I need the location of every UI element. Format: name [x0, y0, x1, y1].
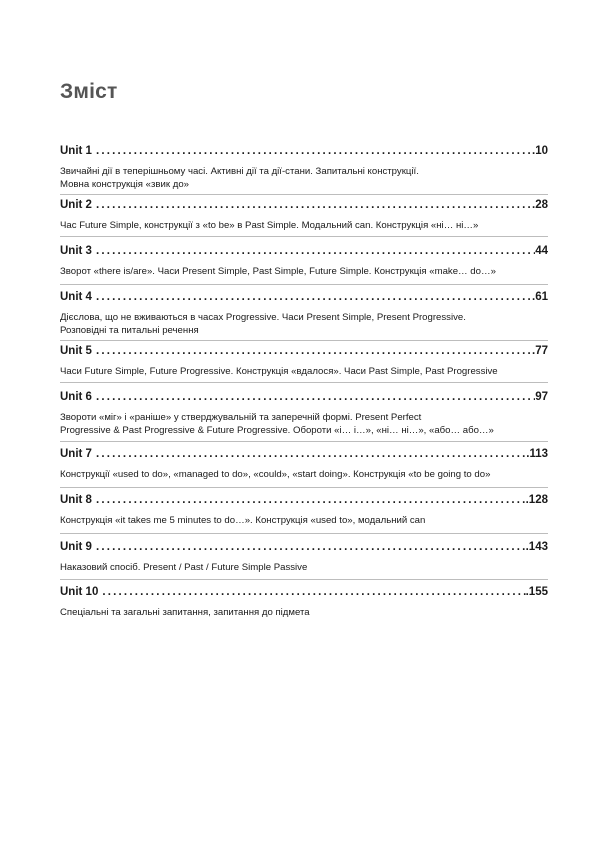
toc-leader-dots [92, 244, 535, 258]
toc-unit-label: Unit 7 [60, 448, 92, 460]
toc-description-line: Мовна конструкція «звик до» [60, 179, 189, 190]
toc-divider [60, 284, 548, 285]
toc-unit-label: Unit 2 [60, 199, 92, 211]
toc-description [60, 606, 548, 619]
toc-description [60, 411, 548, 437]
toc-unit-label: Unit 10 [60, 586, 99, 598]
toc-page-number: .61 [532, 291, 548, 303]
toc-page-number: .10 [532, 145, 548, 157]
toc-description [60, 514, 548, 527]
toc-description-line: Час Future Simple, конструкції з «to be» в Past Simple. Модальний can. Конструкція «ні… ні…» [60, 220, 479, 231]
toc-description-line: Дієслова, що не вживаються в часах Progressive. Часи Present Simple, Present Progressive. [60, 312, 466, 323]
toc-page-number: .113 [526, 448, 548, 460]
toc-entry-unit-2[interactable] [60, 198, 548, 232]
toc-leader-dots [92, 344, 532, 358]
toc-leader-dots [92, 144, 532, 158]
toc-leader-dots [92, 540, 526, 554]
toc-description [60, 561, 548, 574]
toc-unit-label: Unit 9 [60, 541, 92, 553]
toc-page-number: 97 [535, 391, 548, 403]
toc-leader-dots [98, 585, 525, 599]
toc-description [60, 219, 548, 232]
toc-divider [60, 382, 548, 383]
toc-entry-unit-6[interactable] [60, 390, 548, 437]
toc-description-line: Конструкція «it takes me 5 minutes to do…». Конструкція «used to», модальний can [60, 515, 426, 526]
toc-entry-unit-8[interactable] [60, 493, 548, 527]
toc-description-line: Звороти «міг» і «раніше» у стверджувальній та заперечній формі. Present Perfect [60, 412, 422, 423]
toc-description-line: Звичайні дії в теперішньому часі. Активні дії та дії-стани. Запитальні конструкції. [60, 166, 419, 177]
toc-description-line: Progressive & Past Progressive & Future Progressive. Обороти «і… і…», «ні… ні…», «або… або…» [60, 425, 494, 436]
toc-description-line: Часи Future Simple, Future Progressive. Конструкція «вдалося». Часи Past Simple, Past Progressive [60, 366, 498, 377]
toc-description-line: Спеціальні та загальні запитання, запитання до підмета [60, 607, 310, 618]
toc-unit-label: Unit 3 [60, 245, 92, 257]
page-title: Зміст [60, 80, 118, 103]
toc-entry-unit-7[interactable] [60, 447, 548, 481]
toc-divider [60, 441, 548, 442]
toc-description-line: Розповідні та питальні речення [60, 325, 199, 336]
toc-description-line: Зворот «there is/are». Часи Present Simple, Past Simple, Future Simple. Конструкція «make… do…» [60, 266, 496, 277]
toc-entry-unit-3[interactable] [60, 244, 548, 278]
toc-divider [60, 579, 548, 580]
toc-page-number: .28 [532, 199, 548, 211]
toc-entry-unit-10[interactable] [60, 585, 548, 619]
toc-leader-dots [92, 290, 532, 304]
toc-divider [60, 340, 548, 341]
toc-unit-label: Unit 5 [60, 345, 92, 357]
toc-description-line: Наказовий спосіб. Present / Past / Future Simple Passive [60, 562, 308, 573]
toc-divider [60, 533, 548, 534]
toc-unit-label: Unit 8 [60, 494, 92, 506]
toc-divider [60, 194, 548, 195]
toc-description-line: Конструкції «used to do», «managed to do», «could», «start doing». Конструкція «to be going to do» [60, 469, 491, 480]
toc-description [60, 165, 548, 191]
toc-page-number: .155 [525, 586, 548, 598]
toc-unit-label: Unit 1 [60, 145, 92, 157]
toc-entry-unit-4[interactable] [60, 290, 548, 337]
toc-unit-label: Unit 6 [60, 391, 92, 403]
toc-leader-dots [92, 447, 526, 461]
toc-entry-unit-9[interactable] [60, 540, 548, 574]
toc-description [60, 311, 548, 337]
toc-description [60, 468, 548, 481]
toc-page-number: .128 [525, 494, 548, 506]
toc-page-number: 44 [535, 245, 548, 257]
toc-description [60, 365, 548, 378]
toc-page-number: .77 [532, 345, 548, 357]
toc-divider [60, 487, 548, 488]
toc-divider [60, 236, 548, 237]
toc-page-number: .143 [525, 541, 548, 553]
toc-leader-dots [92, 198, 532, 212]
toc-entry-unit-5[interactable] [60, 344, 548, 378]
toc-entry-unit-1[interactable] [60, 144, 548, 191]
toc-leader-dots [92, 493, 526, 507]
toc-description [60, 265, 548, 278]
toc-unit-label: Unit 4 [60, 291, 92, 303]
toc-leader-dots [92, 390, 535, 404]
